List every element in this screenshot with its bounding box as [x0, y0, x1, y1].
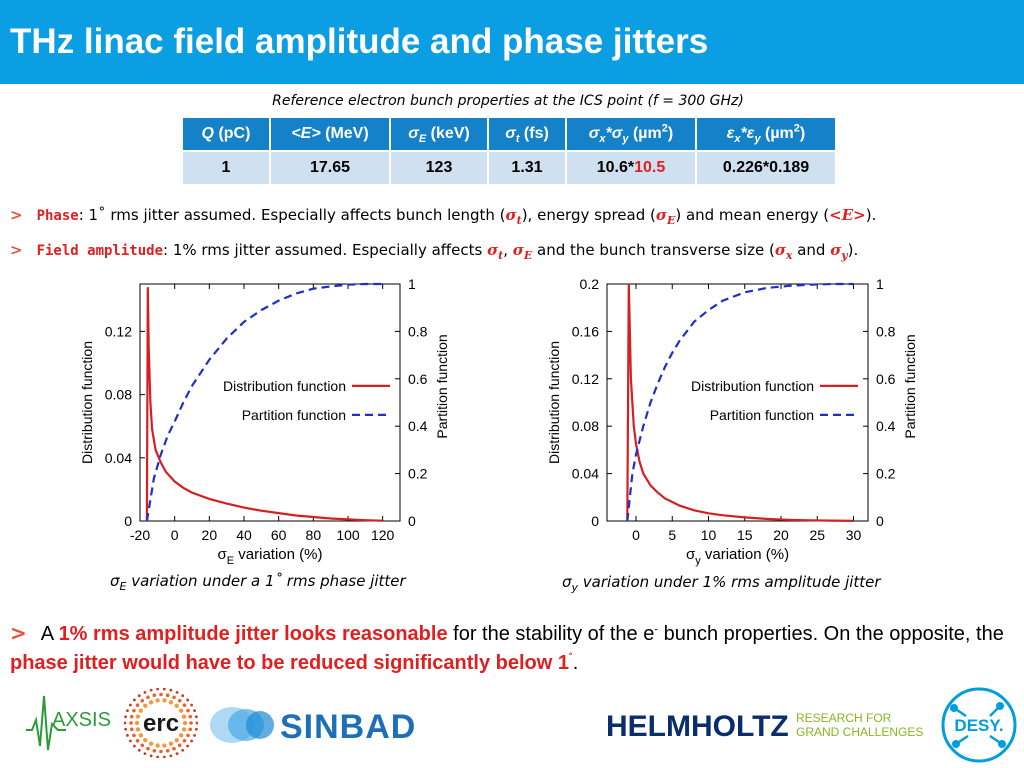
desy-logo-text: DESY. — [954, 716, 1004, 735]
figure-caption-left: $\sigma_E$ variation under a 1˚ rms phase jitter — [110, 572, 406, 593]
partition-function-line — [627, 284, 853, 521]
x-tick-label: 30 — [845, 527, 862, 543]
y-tick-label: 0.04 — [104, 449, 132, 466]
x-tick-label: 0 — [632, 527, 640, 543]
y2-tick-label: 0.6 — [408, 370, 428, 387]
x-tick-label: 20 — [201, 527, 218, 543]
y2-tick-label: 1 — [876, 276, 884, 292]
y2-tick-label: 0.6 — [876, 370, 896, 387]
helmholtz-logo — [606, 700, 936, 750]
legend-label: Partition function — [709, 406, 814, 423]
legend-label: Distribution function — [691, 377, 814, 394]
y-tick-label: 0.12 — [104, 323, 132, 340]
x-tick-label: 15 — [736, 527, 753, 543]
y-tick-label: 0.08 — [104, 386, 132, 403]
y-tick-label: 0.04 — [571, 465, 599, 482]
y2-tick-label: 0.4 — [876, 418, 896, 435]
helmholtz-logo-text: HELMHOLTZ — [606, 710, 789, 743]
header-transverse-size: $\sigma_x*\sigma_y$ (µm$^2$) — [566, 117, 696, 151]
x-tick-label: 20 — [773, 527, 789, 543]
sinbad-logo — [210, 700, 430, 750]
header-charge: Q (pC) — [182, 117, 270, 151]
legend-label: Distribution function — [223, 377, 346, 394]
y2-axis-label: Partition function — [902, 334, 918, 439]
axsis-logo-text: AXSIS — [52, 709, 111, 731]
legend-label: Partition function — [241, 406, 346, 423]
x-tick-label: 60 — [270, 527, 287, 543]
erc-logo-text: erc — [143, 710, 180, 737]
x-axis-label: $\sigma_E$ variation (%) — [217, 546, 323, 567]
cell-transverse-size: 10.6*10.5 — [566, 151, 696, 185]
distribution-function-line — [627, 284, 853, 521]
bullet-keyword: Field amplitude — [36, 243, 164, 259]
bullet-marker: > — [10, 206, 23, 224]
x-tick-label: 0 — [170, 527, 179, 543]
x-tick-label: 5 — [668, 527, 677, 543]
helmholtz-tagline-1: RESEARCH FOR — [796, 711, 892, 725]
y2-tick-label: 0 — [876, 513, 884, 529]
helmholtz-tagline-2: GRAND CHALLENGES — [796, 725, 924, 739]
plot-frame — [607, 284, 868, 521]
bullet-field-amplitude: > Field amplitude: 1% rms jitter assumed. Especially affects $\sigma_t$, $\sigma_E$ and the bunch transverse size ($\sigma_x$ and $\sigma_y$). — [10, 241, 859, 262]
table-caption: Reference electron bunch properties at the ICS point (f = 300 GHz) — [272, 93, 744, 109]
bullet-keyword: Phase — [36, 208, 79, 224]
header-energy-spread: $\sigma_E$ (keV) — [390, 117, 488, 151]
x-tick-label: 25 — [809, 527, 826, 543]
axsis-logo — [22, 690, 114, 756]
y-tick-label: 0 — [591, 513, 599, 529]
y-tick-label: 0 — [124, 513, 132, 529]
x-axis-label: $\sigma_y$ variation (%) — [685, 546, 790, 567]
cell-energy-spread: 123 — [390, 151, 488, 185]
sinbad-logo-text: SINBAD — [280, 708, 417, 746]
y2-tick-label: 0.8 — [408, 323, 428, 340]
x-tick-label: 40 — [236, 527, 252, 543]
header-energy: <E> (MeV) — [270, 117, 390, 151]
y-axis-label: Distribution function — [546, 341, 562, 464]
bullet-marker: > — [10, 241, 23, 259]
x-tick-label: -20 — [129, 527, 151, 543]
y2-tick-label: 0.4 — [408, 418, 428, 435]
y-tick-label: 0.2 — [579, 276, 599, 292]
header-bunch-length: $\sigma_t$ (fs) — [488, 117, 566, 151]
x-tick-label: 80 — [305, 527, 322, 543]
y2-tick-label: 0.2 — [408, 465, 428, 482]
y2-tick-label: 0.2 — [876, 465, 896, 482]
x-tick-label: 120 — [370, 527, 395, 543]
y2-tick-label: 1 — [408, 276, 416, 292]
bullet-marker: > — [10, 621, 27, 645]
y-tick-label: 0.16 — [571, 323, 599, 340]
x-tick-label: 100 — [336, 527, 360, 543]
y-tick-label: 0.12 — [571, 370, 599, 387]
y-axis-label: Distribution function — [79, 341, 95, 464]
y2-tick-label: 0.8 — [876, 323, 896, 340]
erc-logo — [124, 688, 198, 758]
bullet-phase: > Phase: 1˚ rms jitter assumed. Especially affects bunch length $(\sigma_t)$, energy spread $(\sigma_E)$ and mean energy (<E>). — [10, 206, 877, 227]
cell-emittance: 0.226*0.189 — [696, 151, 836, 185]
conclusion-text: > A 1% rms amplitude jitter looks reasonable for the stability of the e- bunch properties. On the opposite, the phase jitter would have to be reduced significantly below 1˚. — [10, 621, 1004, 674]
x-tick-label: 10 — [700, 527, 717, 543]
slide-title: THz linac field amplitude and phase jitters — [10, 22, 709, 61]
y2-axis-label: Partition function — [434, 334, 450, 439]
y-tick-label: 0.08 — [571, 418, 599, 435]
y2-tick-label: 0 — [408, 513, 416, 529]
cell-bunch-length: 1.31 — [488, 151, 566, 185]
cell-energy: 17.65 — [270, 151, 390, 185]
desy-logo — [940, 686, 1018, 764]
cell-charge: 1 — [182, 151, 270, 185]
header-emittance: $\varepsilon_x*\varepsilon_y$ (µm$^2$) — [696, 117, 836, 151]
figure-caption-right: $\sigma_y$ variation under 1% rms amplitude jitter — [562, 573, 881, 594]
